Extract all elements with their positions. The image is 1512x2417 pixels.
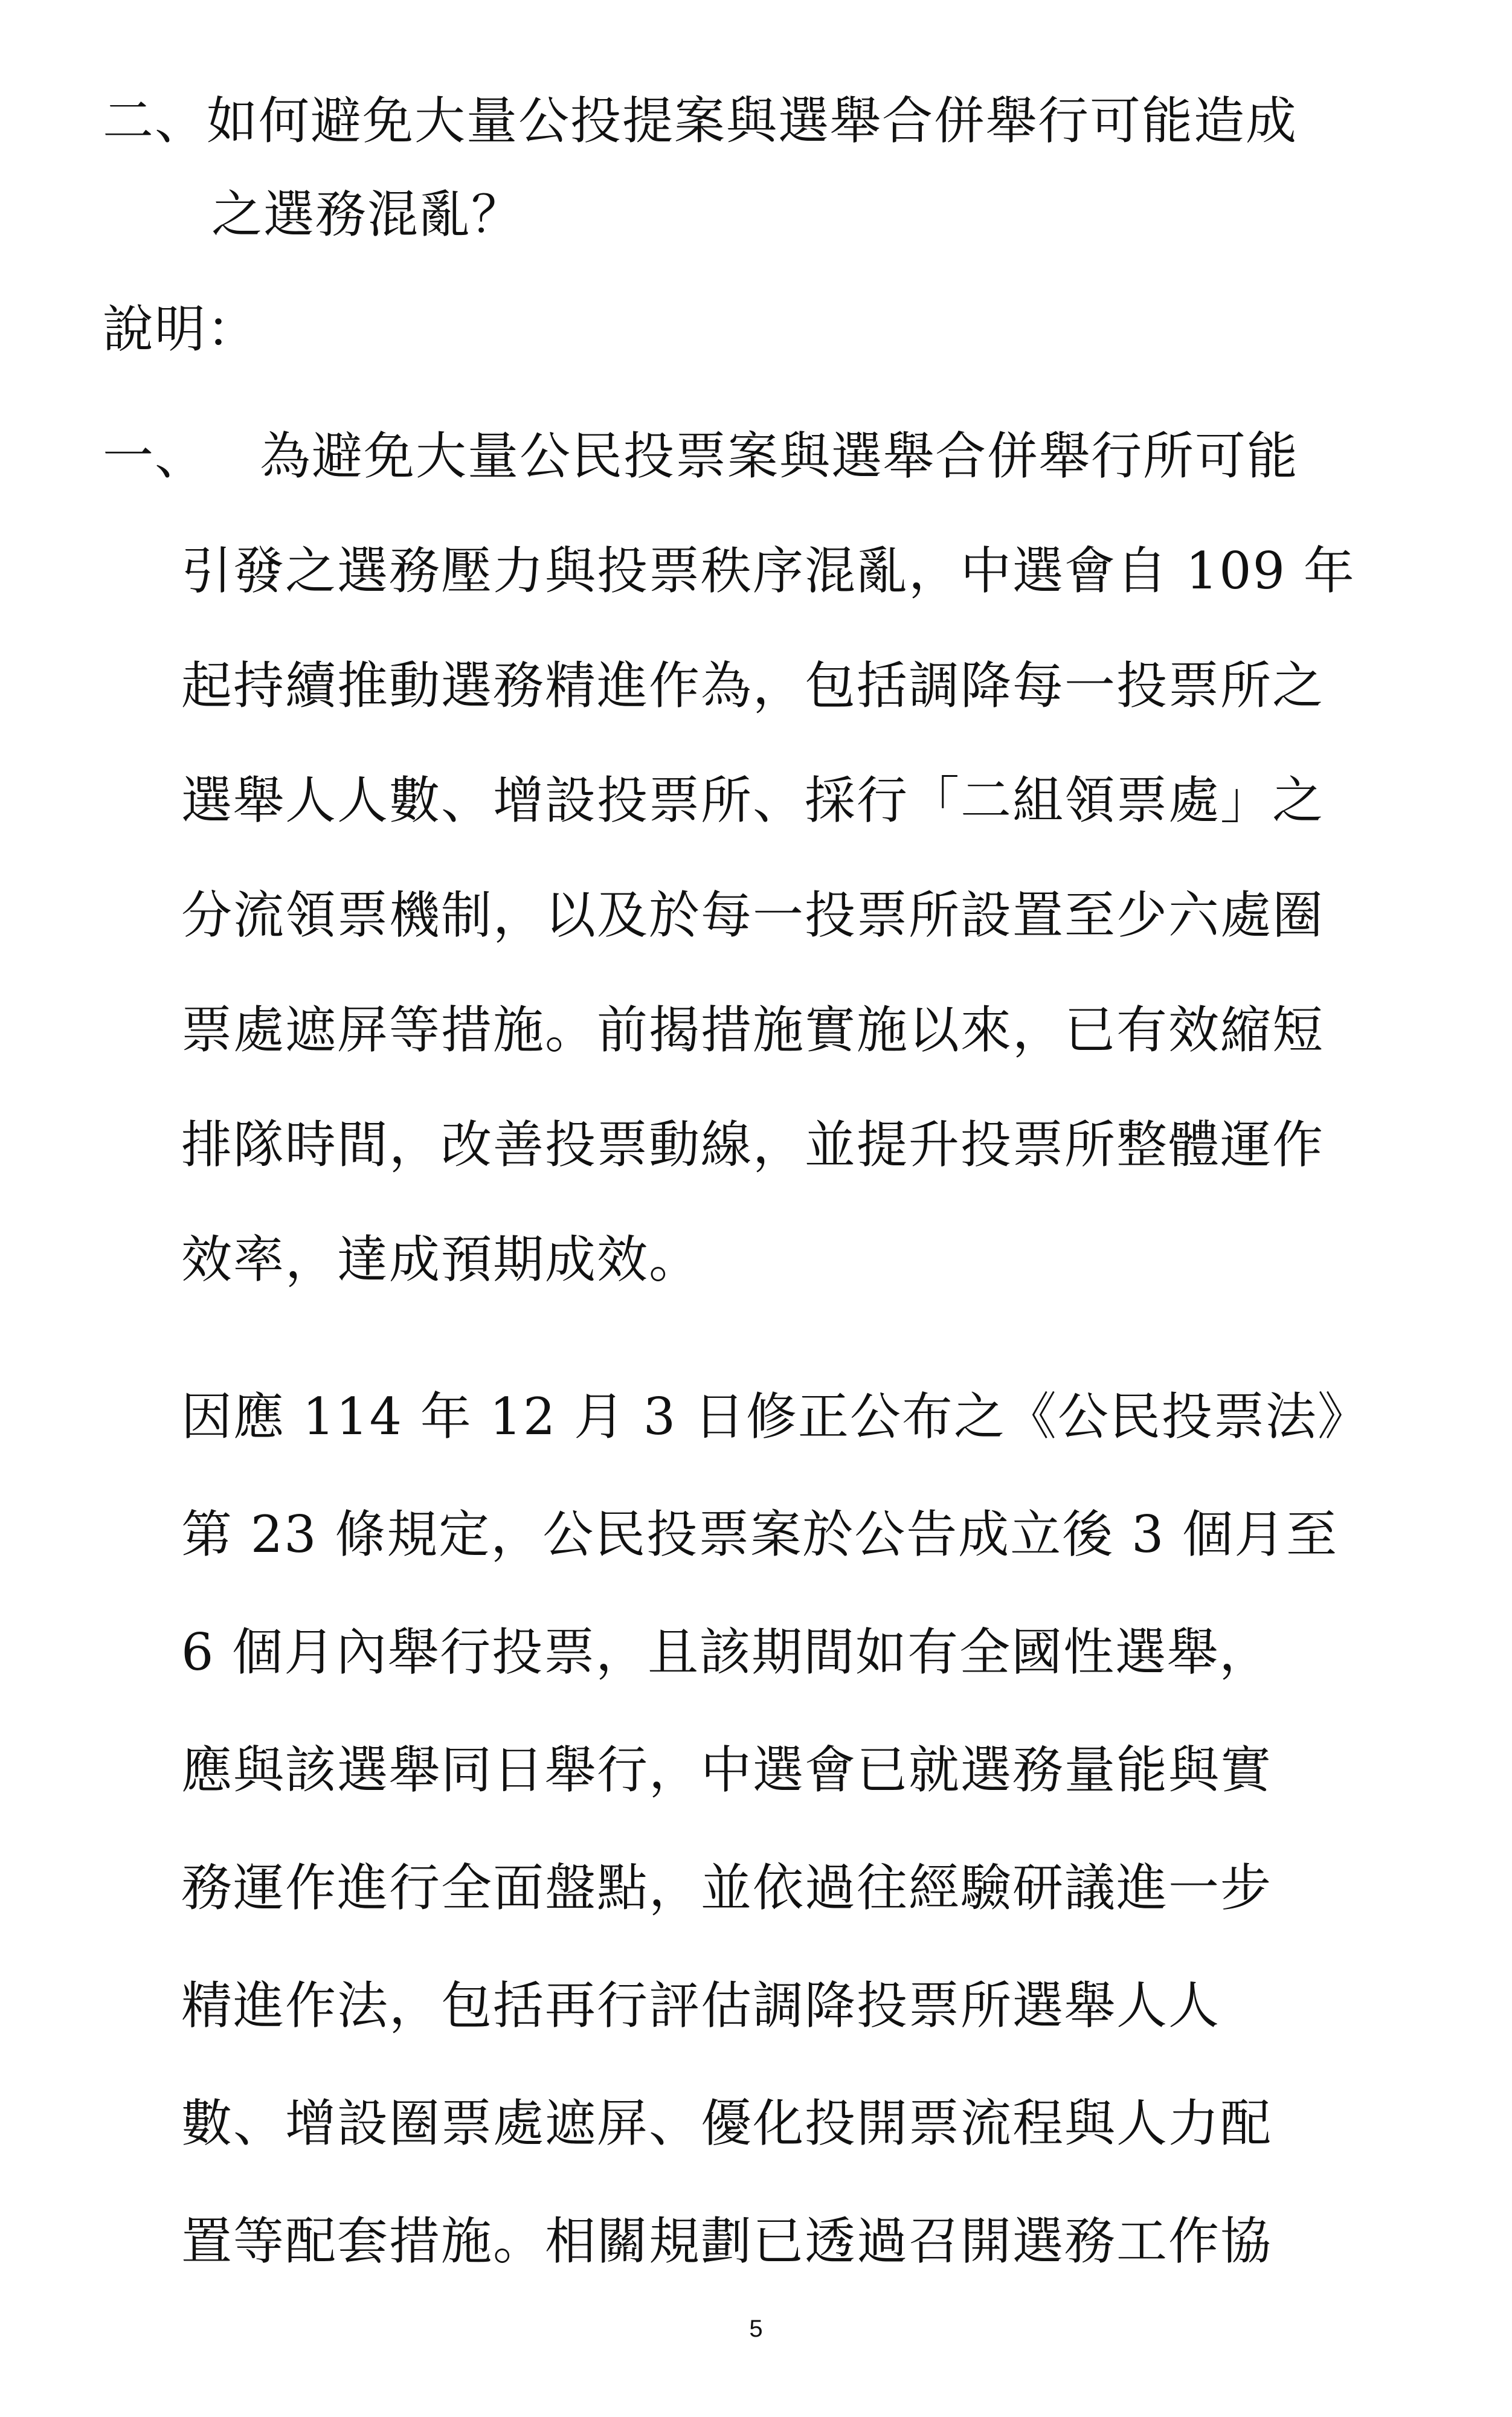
paragraph2-line-7: 數、增設圈票處遮屏、優化投開票流程與人力配 xyxy=(181,2094,1273,2153)
paragraph2-line-6: 精進作法，包括再行評估調降投票所選舉人人 xyxy=(181,1976,1221,2035)
paragraph1-line-3: 起持續推動選務精進作為，包括調降每一投票所之 xyxy=(181,656,1325,715)
paragraph1-line-2: 引發之選務壓力與投票秩序混亂，中選會自 109 年 xyxy=(181,541,1356,600)
paragraph2-line-8: 置等配套措施。相關規劃已透過召開選務工作協 xyxy=(181,2212,1273,2271)
heading-line-1: 二、如何避免大量公投提案與選舉合併舉行可能造成 xyxy=(103,91,1298,150)
paragraph2-line-3: 6 個月內舉行投票，且該期間如有全國性選舉， xyxy=(181,1623,1272,1682)
paragraph1-line-6: 票處遮屏等措施。前揭措施實施以來，已有效縮短 xyxy=(181,1000,1325,1060)
paragraph2-line-2: 第 23 條規定，公民投票案於公告成立後 3 個月至 xyxy=(181,1505,1339,1564)
paragraph1-line-1: 為避免大量公民投票案與選舉合併舉行所可能 xyxy=(260,426,1299,486)
paragraph1-line-5: 分流領票機制，以及於每一投票所設置至少六處圈 xyxy=(181,886,1325,945)
paragraph2-line-4: 應與該選舉同日舉行，中選會已就選務量能與實 xyxy=(181,1740,1273,1800)
heading-line-2: 之選務混亂？ xyxy=(211,185,524,244)
paragraph1-line-8: 效率，達成預期成效。 xyxy=(181,1230,701,1289)
page-number: 5 xyxy=(749,2316,763,2342)
paragraph2-line-1: 因應 114 年 12 月 3 日修正公布之《公民投票法》 xyxy=(181,1387,1369,1446)
paragraph2-line-5: 務運作進行全面盤點，並依過往經驗研議進一步 xyxy=(181,1858,1273,1917)
paragraph1-line-7: 排隊時間，改善投票動線，並提升投票所整體運作 xyxy=(181,1115,1325,1174)
paragraph1-marker: 一、 xyxy=(103,426,207,486)
paragraph1-line-4: 選舉人人數、增設投票所、採行「二組領票處」之 xyxy=(181,771,1325,830)
explanation-label: 說明： xyxy=(103,300,259,359)
